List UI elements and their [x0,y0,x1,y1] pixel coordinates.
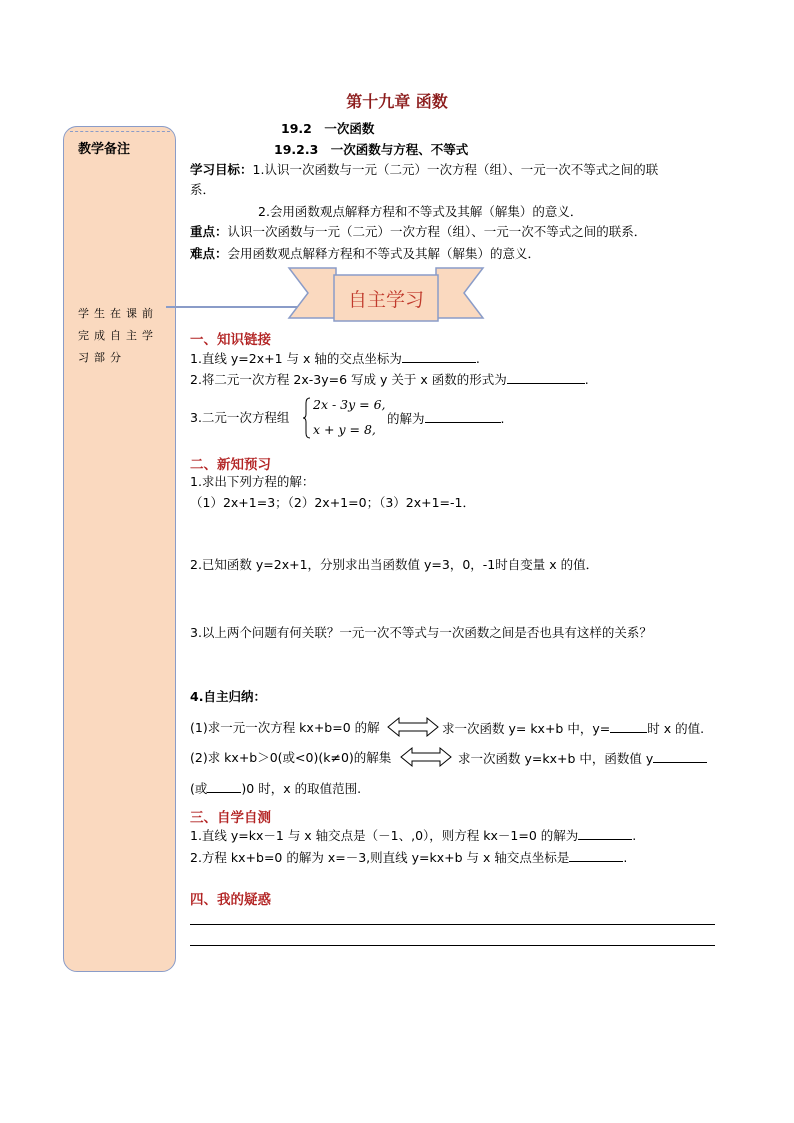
equation-2: x + y = 8, [313,422,376,437]
s2-q4-item-3 [190,780,361,797]
answer-line[interactable] [190,924,715,925]
s2-question-3: 3.以上两个问题有何关联？一元一次不等式与一次函数之间是否也具有这样的关系？ [190,625,652,640]
section-3-title: 三、自学自测 [190,810,271,826]
s2-question-4: 4.自主归纳： [190,689,266,704]
goal-1-line-1 [190,162,658,178]
s2-q4-3b-text: )0 时，x 的取值范围. [241,781,362,796]
s1-question-2 [190,371,589,388]
period: . [584,372,589,387]
equation-1: 2x - 3y = 6, [313,397,386,412]
goals-label: 学习目标： [190,162,253,177]
s2-q4-item-1a: (1)求一元一次方程 kx+b=0 的解 [190,720,380,735]
period: . [623,850,628,865]
sidebar-heading: 教学备注 [78,142,131,157]
answer-blank[interactable] [402,350,476,363]
section-4-title: 四、我的疑惑 [190,892,271,908]
s2-q4-2b-text: 求一次函数 y=kx+b 中，函数值 y [458,751,654,766]
answer-blank[interactable] [569,849,623,862]
s2-q4-3a-text: (或 [190,781,208,796]
s1-q3-suffix [387,410,505,427]
teaching-notes-sidebar [63,126,176,972]
s2-q4-1c-text: 时 x 的值. [647,721,705,736]
s2-question-1: 1.求出下列方程的解： [190,474,315,489]
s2-question-1-items: （1）2x+1=3；（2）2x+1=0；（3）2x+1=-1． [190,495,475,510]
answer-blank[interactable] [610,720,647,733]
key-text: 认识一次函数与一元（二元）一次方程（组）、一元一次不等式之间的联系． [227,224,647,239]
difficulty-label: 难点： [190,246,228,261]
s1-q3-suffix-text: 的解为 [387,411,425,426]
goal-2: 2.会用函数观点解释方程和不等式及其解（解集）的意义． [258,204,583,219]
s2-q4-1b-text: 求一次函数 y= kx+b 中，y= [442,721,611,736]
s2-q4-item-2b [458,750,707,767]
answer-blank[interactable] [653,750,707,763]
s1-q1-text: 1.直线 y=2x+1 与 x 轴的交点坐标为 [190,351,402,366]
answer-blank[interactable] [207,780,241,793]
s1-q2-text: 2.将二元一次方程 2x-3y=6 写成 y 关于 x 函数的形式为 [190,372,507,387]
s3-question-1 [190,827,636,844]
period: . [632,828,637,843]
answer-blank[interactable] [507,371,585,384]
answer-blank[interactable] [578,827,632,840]
s3-q1-text: 1.直线 y=kx－1 与 x 轴交点是（－1、,0），则方程 kx－1=0 的解为 [190,828,579,843]
s3-q2-text: 2.方程 kx+b=0 的解为 x=－3,则直线 y=kx+b 与 x 轴交点坐标是 [190,850,570,865]
s1-q3-prefix: 3.二元一次方程组 [190,410,290,425]
period: . [475,351,480,366]
goal-1-text: 1.认识一次函数与一元（二元）一次方程（组）、一元一次不等式之间的联 [252,162,659,177]
s3-question-2 [190,849,627,866]
answer-blank[interactable] [425,410,501,423]
key-point [190,224,646,240]
section-number: 19.2 一次函数 [281,121,375,136]
s2-question-2: 2.已知函数 y=2x+1，分别求出当函数值 y=3，0，-1时自变量 x 的值． [190,557,599,572]
banner-label: 自主学习 [347,289,424,311]
goal-1-line-2: 系． [190,182,216,197]
connector-line [166,306,306,308]
s2-q4-item-1b [442,720,704,737]
difficulty-text: 会用函数观点解释方程和不等式及其解（解集）的意义． [227,246,541,261]
double-arrow-icon [387,716,439,738]
section-2-title: 二、新知预习 [190,457,271,473]
period: . [500,411,505,426]
sidebar-divider [70,131,170,132]
double-arrow-icon [400,746,452,768]
difficulty-point [190,246,540,262]
key-label: 重点： [190,224,228,239]
left-brace-icon [302,397,312,439]
s1-question-1 [190,350,480,367]
subsection-title: 19.2.3 一次函数与方程、不等式 [274,142,469,157]
chapter-title: 第十九章 函数 [346,92,448,111]
section-1-title: 一、知识链接 [190,332,271,348]
answer-line[interactable] [190,945,715,946]
sidebar-note: 学生在课前完成自主学习部分 [78,307,158,364]
s2-q4-item-2a: (2)求 kx+b＞0(或<0)(k≠0)的解集 [190,750,392,765]
